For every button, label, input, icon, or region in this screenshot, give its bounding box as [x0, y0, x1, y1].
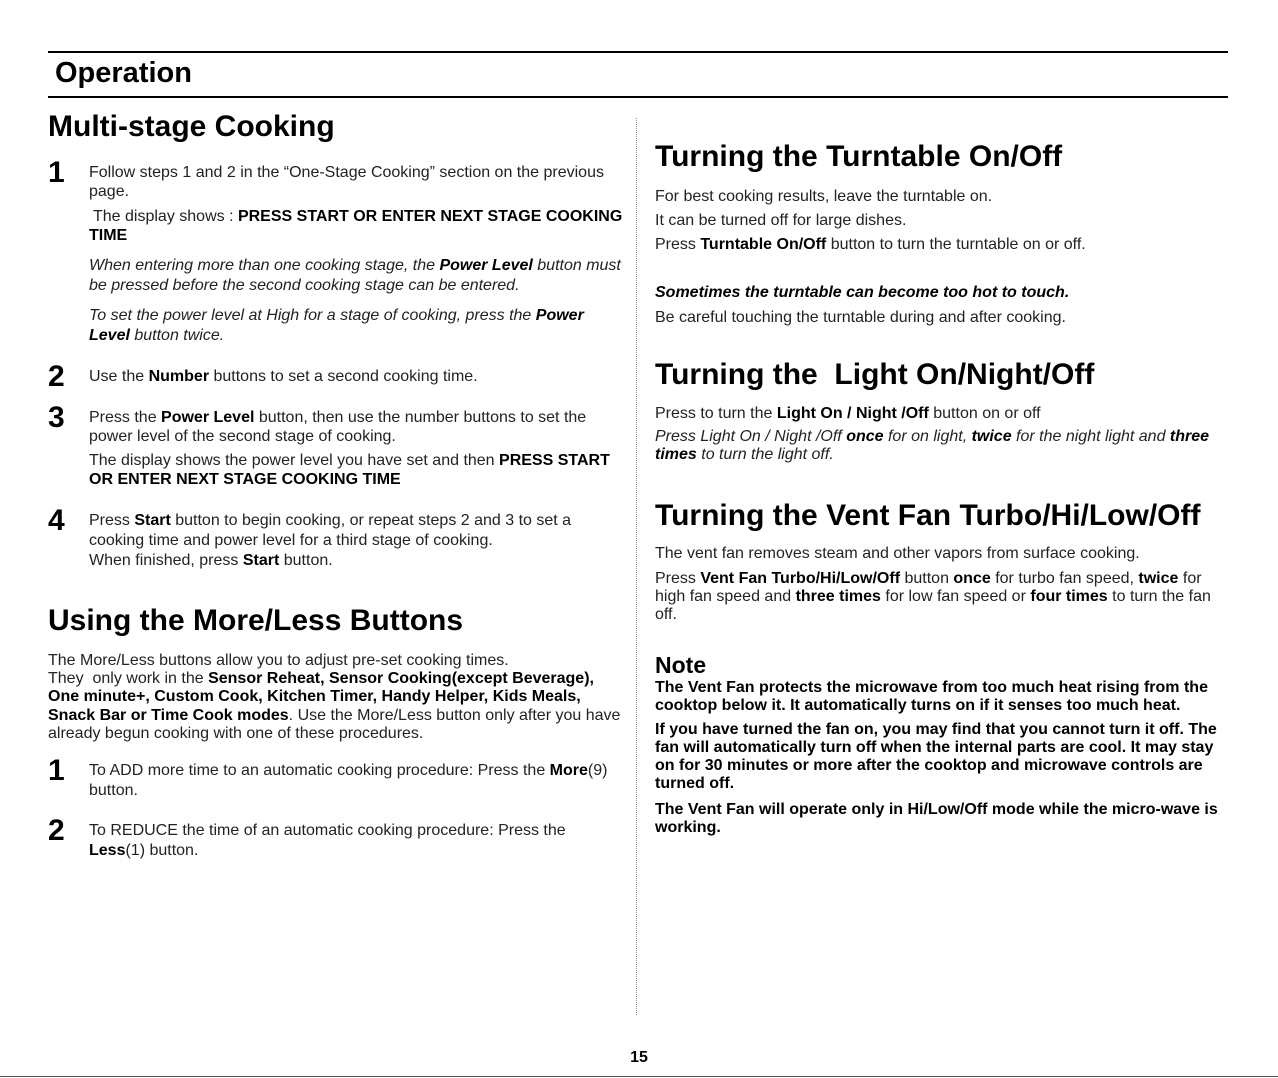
step-instruction-text: (9) button.: [89, 762, 608, 800]
vent-fan-press-modes: [655, 570, 1230, 624]
light-line: [655, 404, 1230, 423]
intro-text: They only work in the: [48, 670, 209, 688]
more-less-intro: [48, 652, 624, 743]
light-text: for on light,: [883, 428, 972, 445]
step-instruction: [89, 367, 624, 386]
vent-fan-text: for turbo fan speed,: [990, 570, 1139, 587]
light-press-modes: [655, 428, 1230, 464]
step-instruction-text: To ADD more time to an automatic cooking procedure: Press the: [89, 762, 550, 780]
power-level-button-ref: Power Level: [161, 409, 255, 426]
power-level-tip: [89, 256, 624, 296]
display-prompt-lead: The display shows the power level you have set and then: [89, 452, 500, 469]
tip-text: When entering more than one cooking stage, the: [89, 257, 440, 274]
multi-stage-cooking-section: [48, 110, 624, 571]
intro-text: . Use the More/Less button only after you have already begun cooking with one of these procedures.: [48, 706, 621, 742]
high-power-tip: [89, 306, 624, 346]
vent-fan-section: [655, 498, 1230, 624]
more-less-step-1: [48, 754, 624, 801]
step-instruction: [89, 408, 624, 446]
press-count: four times: [1030, 588, 1108, 605]
step-instruction: [89, 163, 624, 201]
light-button-ref: Light On / Night /Off: [776, 405, 929, 422]
note-section: [655, 651, 1230, 837]
note-item: If you have turned the fan on, you may find that you cannot turn it off. The fan will automatically turn off when the internal parts are cool. It may stay on for 30 minutes or more after the cooktop and microwave controls are turned off.: [655, 721, 1217, 792]
turntable-button-ref: Turntable On/Off: [700, 236, 827, 253]
display-prompt-note: [89, 451, 624, 489]
right-column: [655, 139, 1230, 837]
note-item: The Vent Fan protects the microwave from too much heat rising from the cooktop below it. It automatically turns on if it senses too much heat.: [655, 679, 1208, 714]
light-text: button on or off: [928, 405, 1041, 422]
light-text: for the night light and: [1011, 428, 1170, 445]
more-less-step-2: [48, 814, 624, 861]
step-instruction-text: button, then use the number buttons to set the power level of the second stage of cooking.: [89, 409, 587, 445]
step-instruction: [89, 761, 624, 801]
multi-stage-step-4: [48, 504, 624, 571]
multi-stage-cooking-heading: Multi-stage Cooking: [48, 110, 335, 143]
display-prompt-lead: The display shows :: [93, 208, 238, 225]
tip-text: To set the power level at High for a stage of cooking, press the: [89, 307, 536, 324]
vent-fan-text: for high fan speed and: [655, 570, 1202, 605]
display-prompt-note: [89, 207, 624, 245]
note-heading: Note: [655, 652, 707, 678]
turntable-text: Press: [655, 236, 701, 253]
power-level-button-ref: Power Level: [439, 257, 533, 274]
light-text: Press Light On / Night /Off: [655, 428, 847, 445]
section-header-title: Operation: [55, 57, 192, 89]
section-header-bar: [48, 51, 1228, 98]
vent-fan-button-ref: Vent Fan Turbo/Hi/Low/Off: [700, 570, 901, 587]
tip-text: button twice.: [129, 327, 225, 344]
page-number: 15: [630, 1049, 648, 1066]
supported-modes-list: Sensor Reheat, Sensor Cooking(except Beverage), One minute+, Custom Cook, Kitchen Timer, Handy Helper, Kids Meals, Snack Bar or Time Cook modes: [48, 670, 594, 724]
vent-fan-line: The vent fan removes steam and other vapors from surface cooking.: [655, 545, 1140, 562]
step-number: 4: [48, 504, 65, 537]
multi-stage-step-1: [48, 156, 624, 346]
turntable-warning: Sometimes the turntable can become too hot to touch.: [655, 284, 1070, 301]
turntable-heading: Turning the Turntable On/Off: [655, 140, 1063, 173]
turntable-caution: Be careful touching the turntable during and after cooking.: [655, 309, 1066, 326]
intro-text: The More/Less buttons allow you to adjust pre-set cooking times.: [48, 652, 509, 669]
more-less-heading: Using the More/Less Buttons: [48, 604, 464, 637]
turntable-line: It can be turned off for large dishes.: [655, 212, 907, 229]
step-number: 2: [48, 360, 65, 393]
vent-fan-heading: Turning the Vent Fan Turbo/Hi/Low/Off: [655, 499, 1201, 532]
step-instruction: [89, 821, 624, 861]
light-heading: Turning the Light On/Night/Off: [655, 358, 1095, 391]
press-count: three times: [795, 588, 881, 605]
press-count: twice: [971, 428, 1012, 445]
multi-stage-step-3: [48, 401, 624, 489]
page-bottom-rule: [0, 1076, 1278, 1077]
less-button-ref: Less: [89, 842, 126, 860]
turntable-line: For best cooking results, leave the turntable on.: [655, 188, 993, 205]
step-instruction-text: (1) button.: [125, 842, 199, 860]
turntable-line: [655, 235, 1230, 254]
step-number: 1: [48, 754, 65, 788]
step-instruction: [89, 511, 624, 571]
vent-fan-text: button: [900, 570, 954, 587]
step-number: 1: [48, 156, 65, 189]
more-button-ref: More: [549, 762, 588, 780]
tip-text: button must be pressed before the second cooking stage can be entered.: [89, 257, 621, 294]
step-number: 2: [48, 814, 65, 848]
power-level-button-ref: Power Level: [89, 307, 584, 344]
column-divider: [636, 118, 637, 1015]
step-instruction-text: To REDUCE the time of an automatic cooking procedure: Press the: [89, 822, 566, 840]
press-count: once: [846, 428, 884, 445]
step-instruction-text: Use the: [89, 368, 149, 385]
step-finish-text: When finished, press: [89, 552, 243, 569]
display-prompt-message: PRESS START OR ENTER NEXT STAGE COOKING TIME: [89, 208, 623, 244]
step-instruction-text: Press: [89, 512, 135, 529]
step-finish-text: button.: [279, 552, 333, 569]
turntable-text: button to turn the turntable on or off.: [826, 236, 1086, 253]
number-buttons-ref: Number: [148, 368, 210, 385]
step-number: 3: [48, 401, 65, 434]
light-text: to turn the light off.: [696, 446, 834, 463]
start-button-ref: Start: [242, 552, 280, 569]
display-prompt-message: PRESS START OR ENTER NEXT STAGE COOKING TIME: [89, 452, 610, 488]
press-count: once: [953, 570, 991, 587]
light-section: [655, 357, 1230, 464]
press-count: three times: [655, 428, 1210, 463]
start-button-ref: Start: [134, 512, 171, 529]
vent-fan-text: for low fan speed or: [880, 588, 1031, 605]
step-instruction-text: Follow steps 1 and 2 in the “One-Stage Cooking” section on the previous page.: [89, 164, 613, 200]
vent-fan-text: Press: [655, 570, 701, 587]
turntable-section: [655, 139, 1230, 327]
step-instruction-text: button to begin cooking, or repeat steps 2 and 3 to set a cooking time and power level for a third stage of cooking.: [89, 512, 572, 549]
note-item: The Vent Fan will operate only in Hi/Low/Off mode while the micro-wave is working.: [655, 801, 1218, 836]
step-instruction-text: Press the: [89, 409, 162, 426]
multi-stage-step-2: [48, 360, 624, 393]
vent-fan-text: to turn the fan off.: [655, 588, 1211, 623]
step-instruction-text: buttons to set a second cooking time.: [209, 368, 478, 385]
light-text: Press to turn the: [655, 405, 777, 422]
more-less-section: [48, 604, 624, 861]
press-count: twice: [1138, 570, 1179, 587]
left-column: [48, 110, 624, 861]
